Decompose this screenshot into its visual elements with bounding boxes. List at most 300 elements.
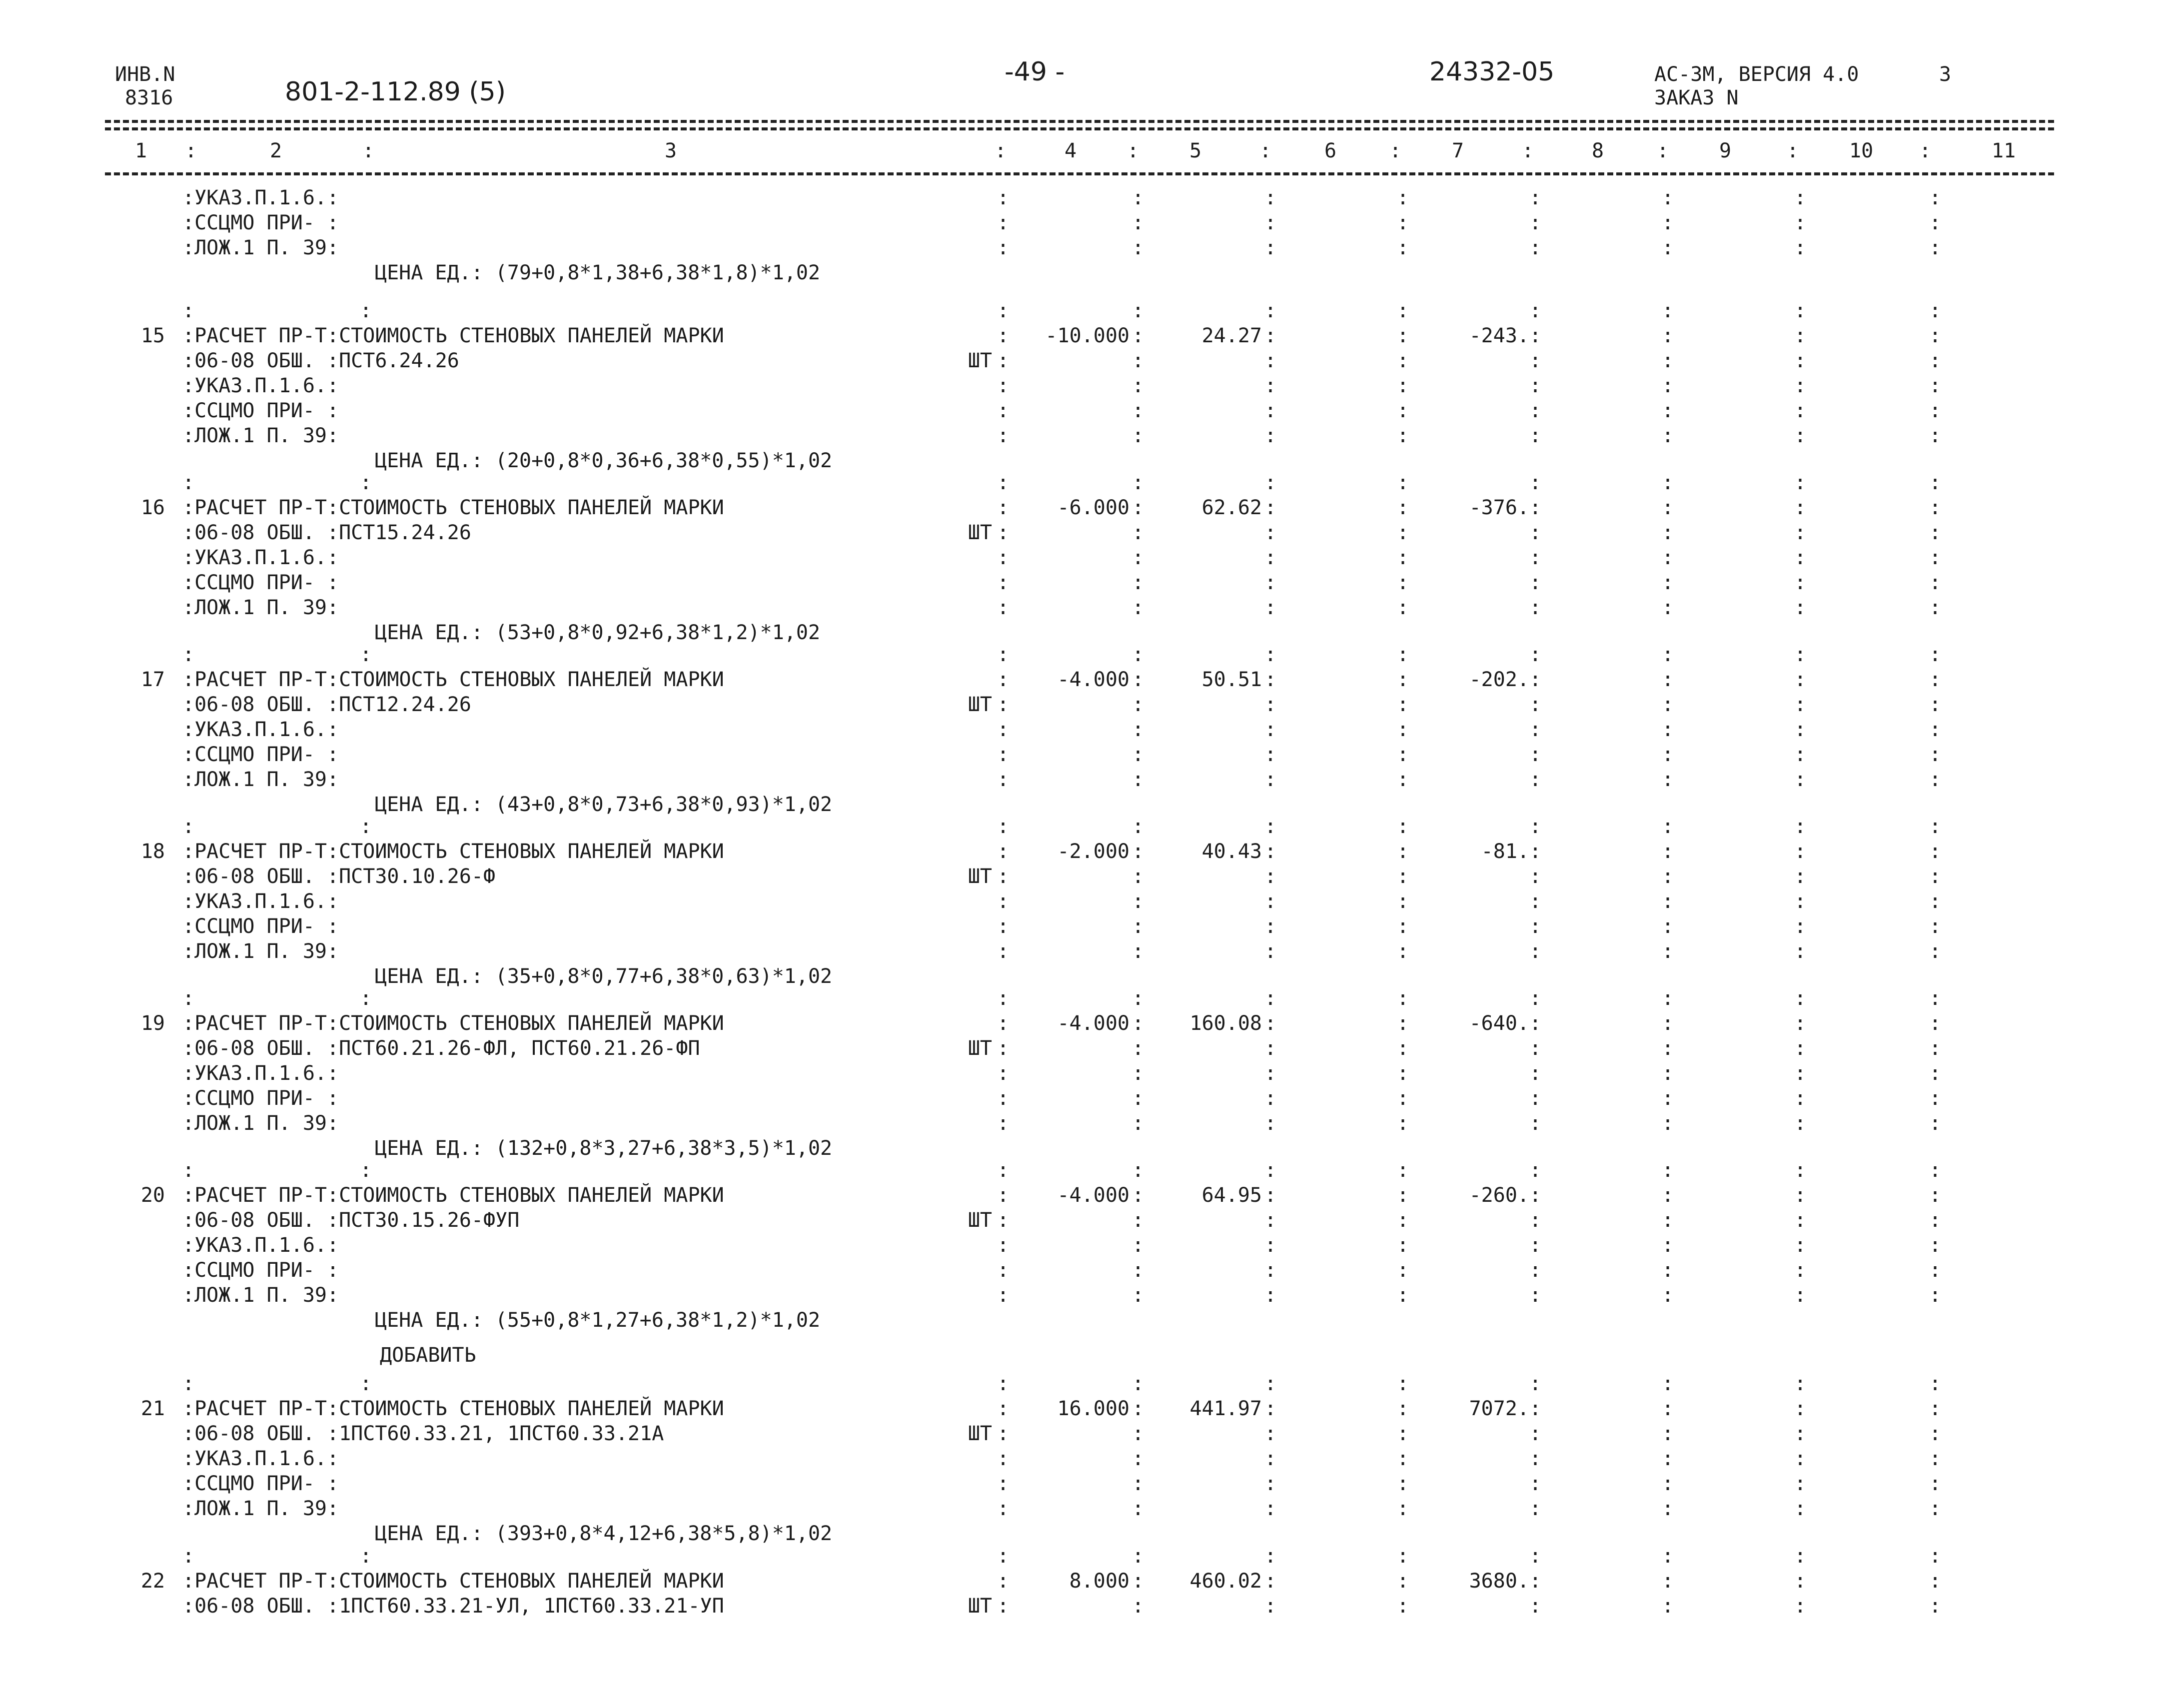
header-rule-bottom [105, 172, 2054, 175]
column-separator: : [997, 1159, 1010, 1182]
column-separator: : [997, 399, 1010, 422]
column-separator: : [1397, 743, 1409, 766]
column-separator: : [1397, 668, 1409, 691]
column-separator: : [997, 1234, 1010, 1257]
column-separator: : [1529, 643, 1542, 666]
column-separator: : [1662, 1372, 1674, 1395]
row-description-line: :ЛОЖ.1 П. 39: [182, 1284, 339, 1307]
column-separator: : [997, 1447, 1010, 1470]
row-price-formula: ЦЕНА ЕД.: (132+0,8*3,27+6,38*3,5)*1,02 [375, 1137, 833, 1160]
column-separator: : [1662, 915, 1674, 938]
column-separator: : [1397, 1112, 1409, 1135]
column-separator: : [1794, 1570, 1807, 1593]
column-separator: : [1929, 1259, 1942, 1282]
column-separator: : [1397, 546, 1409, 569]
column-separator: : [1264, 374, 1277, 397]
column-separator: : [1397, 186, 1409, 209]
column-separator: : [1662, 1545, 1674, 1568]
column-separator: : [1794, 1545, 1807, 1568]
column-separator: : [1662, 1159, 1674, 1182]
row-total: -81. [1481, 840, 1529, 863]
column-separator: : [1794, 349, 1807, 372]
row-lead-separator: : [182, 1372, 195, 1395]
row-lead-separator: : [360, 299, 372, 322]
column-separator: : [1794, 546, 1807, 569]
column-separator: : [997, 1422, 1010, 1445]
column-separator: : [1264, 186, 1277, 209]
column-separator: : [1794, 186, 1807, 209]
column-separator: : [1929, 1284, 1942, 1307]
column-separator: : [997, 424, 1010, 447]
row-lead-separator: : [182, 471, 195, 494]
row-total: 3680. [1469, 1570, 1529, 1593]
column-separator: : [1264, 236, 1277, 259]
column-separator: : [1397, 643, 1409, 666]
row-unit-price: 460.02 [1189, 1570, 1262, 1593]
column-separator: : [1794, 521, 1807, 544]
column-header-separator: : [1522, 139, 1534, 162]
column-separator: : [1132, 1234, 1144, 1257]
row-description-line: :РАСЧЕТ ПР-Т:СТОИМОСТЬ СТЕНОВЫХ ПАНЕЛЕЙ МАРКИ [182, 1570, 724, 1593]
row-description-line: :ССЦМО ПРИ- : [182, 1472, 339, 1495]
row-lead-separator: : [182, 299, 195, 322]
column-header-separator: : [995, 139, 1007, 162]
column-separator: : [1529, 1112, 1542, 1135]
column-separator: : [1662, 424, 1674, 447]
column-separator: : [1264, 1595, 1277, 1618]
row-total: -640. [1469, 1012, 1529, 1035]
column-separator: : [1794, 1397, 1807, 1420]
row-description-line: :06-08 ОБШ. :ПСТ30.15.26-ФУП [182, 1209, 520, 1232]
column-separator: : [997, 1037, 1010, 1060]
column-separator: : [1397, 1087, 1409, 1110]
column-separator: : [1264, 211, 1277, 234]
column-separator: : [1662, 236, 1674, 259]
column-separator: : [1397, 815, 1409, 838]
column-separator: : [1132, 399, 1144, 422]
column-separator: : [1529, 399, 1542, 422]
column-separator: : [1662, 1497, 1674, 1520]
row-unit-price: 160.08 [1189, 1012, 1262, 1035]
program-suffix: 3 [1939, 63, 1952, 86]
column-separator: : [1662, 211, 1674, 234]
column-separator: : [1662, 571, 1674, 594]
column-separator: : [997, 693, 1010, 716]
column-separator: : [1397, 1259, 1409, 1282]
column-separator: : [1529, 1234, 1542, 1257]
row-lead-separator: : [360, 643, 372, 666]
header-rule-top-2 [105, 127, 2054, 130]
row-description-line: :УКАЗ.П.1.6.: [182, 1234, 339, 1257]
column-separator: : [1662, 840, 1674, 863]
row-description-line: :РАСЧЕТ ПР-Т:СТОИМОСТЬ СТЕНОВЫХ ПАНЕЛЕЙ МАРКИ [182, 1012, 724, 1035]
column-separator: : [1529, 1159, 1542, 1182]
column-separator: : [1529, 1184, 1542, 1207]
column-separator: : [1929, 1595, 1942, 1618]
column-separator: : [1132, 1159, 1144, 1182]
column-separator: : [997, 1397, 1010, 1420]
column-separator: : [1529, 865, 1542, 888]
column-separator: : [1264, 865, 1277, 888]
column-separator: : [1264, 890, 1277, 913]
column-separator: : [1264, 596, 1277, 619]
column-header-3: 3 [665, 139, 677, 162]
column-separator: : [1529, 1259, 1542, 1282]
column-separator: : [1929, 743, 1942, 766]
column-separator: : [1794, 496, 1807, 519]
column-separator: : [1529, 718, 1542, 741]
row-description-line: :РАСЧЕТ ПР-Т:СТОИМОСТЬ СТЕНОВЫХ ПАНЕЛЕЙ МАРКИ [182, 668, 724, 691]
carry-price-formula: ЦЕНА ЕД.: (79+0,8*1,38+6,38*1,8)*1,02 [375, 261, 821, 284]
column-separator: : [1929, 424, 1942, 447]
row-number: 16 [140, 496, 165, 519]
column-separator: : [1529, 546, 1542, 569]
column-separator: : [1662, 865, 1674, 888]
row-price-formula: ЦЕНА ЕД.: (43+0,8*0,73+6,38*0,93)*1,02 [375, 793, 833, 816]
column-separator: : [997, 987, 1010, 1010]
column-separator: : [1132, 1284, 1144, 1307]
column-separator: : [1264, 1159, 1277, 1182]
column-separator: : [1662, 1037, 1674, 1060]
row-number: 18 [140, 840, 165, 863]
row-number: 17 [140, 668, 165, 691]
column-separator: : [1397, 1570, 1409, 1593]
column-separator: : [1264, 399, 1277, 422]
column-separator: : [1132, 1259, 1144, 1282]
column-separator: : [1264, 571, 1277, 594]
column-separator: : [1264, 768, 1277, 791]
row-price-formula: ЦЕНА ЕД.: (55+0,8*1,27+6,38*1,2)*1,02 [375, 1309, 821, 1332]
column-separator: : [1794, 1447, 1807, 1470]
column-separator: : [1662, 546, 1674, 569]
column-separator: : [997, 1472, 1010, 1495]
column-separator: : [997, 349, 1010, 372]
column-separator: : [1264, 815, 1277, 838]
column-separator: : [1929, 596, 1942, 619]
column-separator: : [997, 1595, 1010, 1618]
row-description-line: :РАСЧЕТ ПР-Т:СТОИМОСТЬ СТЕНОВЫХ ПАНЕЛЕЙ МАРКИ [182, 1184, 724, 1207]
column-separator: : [1264, 1037, 1277, 1060]
column-separator: : [1529, 987, 1542, 1010]
column-separator: : [1929, 915, 1942, 938]
column-separator: : [1662, 668, 1674, 691]
column-separator: : [1662, 815, 1674, 838]
column-separator: : [1529, 1422, 1542, 1445]
row-description-line: :ССЦМО ПРИ- : [182, 743, 339, 766]
column-separator: : [1529, 1497, 1542, 1520]
column-separator: : [1264, 1259, 1277, 1282]
column-separator: : [1397, 1545, 1409, 1568]
column-separator: : [1132, 299, 1144, 322]
column-separator: : [997, 236, 1010, 259]
column-separator: : [1397, 1595, 1409, 1618]
column-separator: : [1929, 1497, 1942, 1520]
column-separator: : [997, 1012, 1010, 1035]
row-lead-separator: : [182, 815, 195, 838]
column-separator: : [1794, 718, 1807, 741]
column-separator: : [997, 840, 1010, 863]
column-separator: : [1397, 987, 1409, 1010]
column-separator: : [1662, 471, 1674, 494]
column-separator: : [1662, 1112, 1674, 1135]
column-header-separator: : [1389, 139, 1402, 162]
column-separator: : [997, 1497, 1010, 1520]
column-separator: : [1397, 768, 1409, 791]
row-description-line: :РАСЧЕТ ПР-Т:СТОИМОСТЬ СТЕНОВЫХ ПАНЕЛЕЙ МАРКИ [182, 840, 724, 863]
column-separator: : [1662, 399, 1674, 422]
column-header-11: 11 [1992, 139, 2016, 162]
column-separator: : [1794, 1234, 1807, 1257]
column-separator: : [997, 186, 1010, 209]
column-separator: : [1132, 1062, 1144, 1085]
page-number: -49 - [1005, 57, 1065, 87]
column-separator: : [1132, 890, 1144, 913]
column-separator: : [1929, 1037, 1942, 1060]
column-separator: : [997, 1062, 1010, 1085]
column-separator: : [1929, 840, 1942, 863]
row-lead-separator: : [360, 987, 372, 1010]
column-separator: : [1794, 1209, 1807, 1232]
column-separator: : [1132, 1497, 1144, 1520]
row-description-line: :ССЦМО ПРИ- : [182, 399, 339, 422]
column-separator: : [1662, 987, 1674, 1010]
column-separator: : [997, 718, 1010, 741]
column-separator: : [1132, 940, 1144, 963]
column-separator: : [1132, 496, 1144, 519]
row-unit: ШТ [968, 349, 992, 372]
column-separator: : [1132, 424, 1144, 447]
column-separator: : [1397, 236, 1409, 259]
column-separator: : [1662, 890, 1674, 913]
column-separator: : [1264, 546, 1277, 569]
column-header-separator: : [362, 139, 375, 162]
column-separator: : [997, 865, 1010, 888]
row-description-line: :УКАЗ.П.1.6.: [182, 1447, 339, 1470]
row-description-line: :ЛОЖ.1 П. 39: [182, 940, 339, 963]
column-separator: : [1529, 915, 1542, 938]
row-quantity: -4.000 [1057, 1012, 1129, 1035]
column-separator: : [1264, 718, 1277, 741]
column-header-5: 5 [1189, 139, 1202, 162]
column-separator: : [1794, 743, 1807, 766]
column-separator: : [1132, 571, 1144, 594]
program-version: АС-3М, ВЕРСИЯ 4.0 [1654, 63, 1859, 86]
column-separator: : [1794, 815, 1807, 838]
column-separator: : [1794, 668, 1807, 691]
row-number: 22 [140, 1570, 165, 1593]
column-separator: : [1529, 211, 1542, 234]
column-separator: : [1794, 1012, 1807, 1035]
column-separator: : [1132, 865, 1144, 888]
column-separator: : [1794, 596, 1807, 619]
column-separator: : [1794, 1062, 1807, 1085]
column-separator: : [1397, 399, 1409, 422]
column-separator: : [1662, 940, 1674, 963]
row-description-line: :06-08 ОБШ. :ПСТ6.24.26 [182, 349, 459, 372]
column-separator: : [1132, 596, 1144, 619]
row-description-line: :РАСЧЕТ ПР-Т:СТОИМОСТЬ СТЕНОВЫХ ПАНЕЛЕЙ МАРКИ [182, 324, 724, 347]
column-separator: : [1662, 1472, 1674, 1495]
section-note: ДОБАВИТЬ [380, 1344, 476, 1367]
row-description-line: :УКАЗ.П.1.6.: [182, 890, 339, 913]
row-description-line: :06-08 ОБШ. :ПСТ15.24.26 [182, 521, 471, 544]
column-separator: : [1794, 399, 1807, 422]
row-number: 21 [140, 1397, 165, 1420]
row-quantity: -4.000 [1057, 668, 1129, 691]
column-separator: : [1662, 693, 1674, 716]
column-separator: : [1662, 1259, 1674, 1282]
column-separator: : [1929, 890, 1942, 913]
column-header-separator: : [1259, 139, 1272, 162]
column-separator: : [1794, 1112, 1807, 1135]
column-separator: : [997, 940, 1010, 963]
column-separator: : [1264, 1184, 1277, 1207]
column-separator: : [1132, 1372, 1144, 1395]
column-separator: : [1264, 1062, 1277, 1085]
column-separator: : [1794, 693, 1807, 716]
column-header-4: 4 [1065, 139, 1077, 162]
row-price-formula: ЦЕНА ЕД.: (20+0,8*0,36+6,38*0,55)*1,02 [375, 449, 833, 472]
column-separator: : [1264, 349, 1277, 372]
row-lead-separator: : [360, 471, 372, 494]
row-lead-separator: : [360, 815, 372, 838]
column-separator: : [1397, 324, 1409, 347]
column-separator: : [997, 211, 1010, 234]
column-separator: : [1794, 1259, 1807, 1282]
column-separator: : [1662, 596, 1674, 619]
column-separator: : [1662, 324, 1674, 347]
column-separator: : [1529, 815, 1542, 838]
column-separator: : [1794, 374, 1807, 397]
column-separator: : [1397, 1372, 1409, 1395]
column-separator: : [1132, 1595, 1144, 1618]
column-separator: : [1529, 668, 1542, 691]
column-separator: : [1132, 1184, 1144, 1207]
column-separator: : [1132, 1447, 1144, 1470]
column-separator: : [1929, 186, 1942, 209]
column-separator: : [1529, 1570, 1542, 1593]
column-separator: : [1529, 1209, 1542, 1232]
row-unit-price: 24.27 [1201, 324, 1262, 347]
row-description-line: :ССЦМО ПРИ- : [182, 1259, 339, 1282]
column-separator: : [1529, 743, 1542, 766]
column-separator: : [1662, 718, 1674, 741]
column-separator: : [1529, 1545, 1542, 1568]
row-description-line: :ЛОЖ.1 П. 39: [182, 1497, 339, 1520]
column-separator: : [1264, 496, 1277, 519]
column-separator: : [1529, 1037, 1542, 1060]
row-quantity: 8.000 [1069, 1570, 1129, 1593]
row-unit: ШТ [968, 1422, 992, 1445]
row-total: -243. [1469, 324, 1529, 347]
column-separator: : [1929, 1472, 1942, 1495]
column-header-separator: : [1657, 139, 1669, 162]
column-separator: : [1264, 521, 1277, 544]
column-separator: : [1529, 236, 1542, 259]
column-separator: : [1529, 299, 1542, 322]
column-separator: : [1397, 1062, 1409, 1085]
column-separator: : [1929, 1372, 1942, 1395]
row-unit: ШТ [968, 1037, 992, 1060]
column-separator: : [1794, 1284, 1807, 1307]
column-separator: : [1132, 236, 1144, 259]
column-separator: : [1397, 211, 1409, 234]
column-separator: : [997, 1372, 1010, 1395]
column-separator: : [997, 596, 1010, 619]
column-separator: : [1132, 1422, 1144, 1445]
column-separator: : [1132, 643, 1144, 666]
row-lead-separator: : [182, 987, 195, 1010]
column-separator: : [1929, 571, 1942, 594]
column-separator: : [1132, 1037, 1144, 1060]
column-separator: : [1264, 1570, 1277, 1593]
column-separator: : [1794, 299, 1807, 322]
column-separator: : [1794, 1087, 1807, 1110]
column-separator: : [1662, 1234, 1674, 1257]
column-separator: : [997, 743, 1010, 766]
column-separator: : [1132, 693, 1144, 716]
column-separator: : [1264, 1012, 1277, 1035]
column-separator: : [1397, 1209, 1409, 1232]
column-separator: : [1794, 324, 1807, 347]
column-separator: : [1929, 1397, 1942, 1420]
column-separator: : [1662, 1209, 1674, 1232]
column-separator: : [997, 768, 1010, 791]
column-separator: : [1794, 1037, 1807, 1060]
column-separator: : [1794, 1159, 1807, 1182]
row-description-line: :РАСЧЕТ ПР-Т:СТОИМОСТЬ СТЕНОВЫХ ПАНЕЛЕЙ МАРКИ [182, 496, 724, 519]
column-separator: : [1397, 1472, 1409, 1495]
column-separator: : [1397, 1012, 1409, 1035]
header-rule-top [105, 120, 2054, 123]
row-description-line: :06-08 ОБШ. :ПСТ60.21.26-ФЛ, ПСТ60.21.26-ФП [182, 1037, 700, 1060]
column-separator: : [1662, 1012, 1674, 1035]
column-separator: : [1397, 299, 1409, 322]
column-separator: : [1132, 1112, 1144, 1135]
column-separator: : [997, 643, 1010, 666]
column-separator: : [1264, 1447, 1277, 1470]
column-separator: : [1662, 743, 1674, 766]
doc-number: 24332-05 [1429, 57, 1555, 87]
column-separator: : [1529, 374, 1542, 397]
column-separator: : [1264, 1472, 1277, 1495]
column-separator: : [1929, 940, 1942, 963]
row-quantity: -6.000 [1057, 496, 1129, 519]
column-separator: : [1132, 1397, 1144, 1420]
column-separator: : [1662, 1284, 1674, 1307]
column-separator: : [1794, 471, 1807, 494]
row-lead-separator: : [182, 1545, 195, 1568]
column-separator: : [1397, 424, 1409, 447]
column-separator: : [1529, 424, 1542, 447]
row-lead-separator: : [360, 1545, 372, 1568]
column-separator: : [1662, 1062, 1674, 1085]
column-header-10: 10 [1849, 139, 1874, 162]
column-separator: : [1397, 521, 1409, 544]
column-separator: : [1662, 1422, 1674, 1445]
column-separator: : [997, 496, 1010, 519]
column-separator: : [1397, 1234, 1409, 1257]
column-separator: : [1929, 1159, 1942, 1182]
column-separator: : [997, 890, 1010, 913]
row-description-line: :06-08 ОБШ. :1ПСТ60.33.21-УЛ, 1ПСТ60.33.21-УП [182, 1595, 724, 1618]
row-total: -376. [1469, 496, 1529, 519]
column-separator: : [1662, 1595, 1674, 1618]
column-separator: : [1929, 236, 1942, 259]
row-unit: ШТ [968, 1595, 992, 1618]
column-separator: : [1397, 496, 1409, 519]
row-unit: ШТ [968, 1209, 992, 1232]
